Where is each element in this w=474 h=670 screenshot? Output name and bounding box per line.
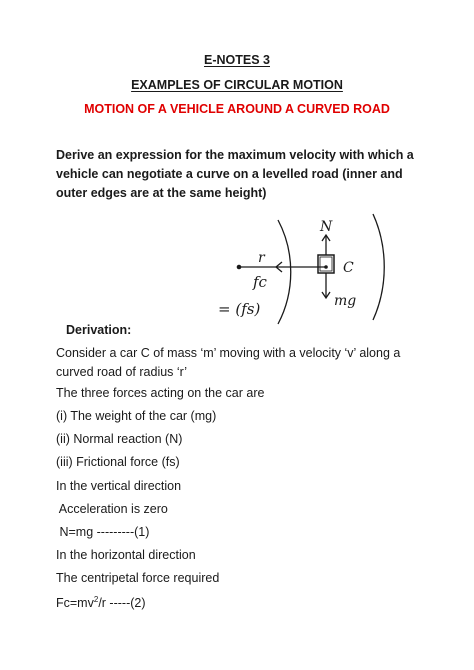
derivation-line: (ii) Normal reaction (N) <box>56 432 183 446</box>
section-title: EXAMPLES OF CIRCULAR MOTION <box>131 78 343 92</box>
label-mg: mg <box>334 293 357 309</box>
equation-2-prefix: Fc=mv <box>56 596 94 611</box>
derivation-line: (iii) Frictional force (fs) <box>56 455 180 469</box>
derivation-line: The three forces acting on the car are <box>56 386 265 400</box>
equation-2-suffix: /r -----(2) <box>98 596 146 611</box>
forces-diagram <box>195 212 400 326</box>
equation-2-superscript: 2 <box>93 595 99 604</box>
question-text: Derive an expression for the maximum velocity with which a vehicle can negotiate a curve on a levelled road (inner and outer edges are at the same height) <box>56 148 414 200</box>
label-fc: fc <box>253 273 267 291</box>
label-N: N <box>320 219 333 235</box>
label-fs: = (fs) <box>218 300 261 318</box>
derivation-line: (i) The weight of the car (mg) <box>56 409 217 423</box>
derivation-line: In the horizontal direction <box>56 548 196 562</box>
label-C: C <box>343 260 354 276</box>
equation-1: N=mg ---------(1) <box>56 525 150 539</box>
derivation-intro: Consider a car C of mass ‘m’ moving with a velocity ‘v’ along a curved road of radius ‘r’ <box>56 346 401 379</box>
equation-2 <box>56 595 146 610</box>
derivation-line: The centripetal force required <box>56 571 220 585</box>
outer-road-edge <box>373 214 384 320</box>
notes-title: E-NOTES 3 <box>204 53 270 67</box>
derivation-heading: Derivation: <box>66 323 132 337</box>
derivation-line: In the vertical direction <box>56 479 182 493</box>
topic-title: MOTION OF A VEHICLE AROUND A CURVED ROAD <box>84 102 390 116</box>
inner-road-edge <box>278 220 291 324</box>
label-r: r <box>258 250 265 266</box>
derivation-line: Acceleration is zero <box>56 502 168 516</box>
